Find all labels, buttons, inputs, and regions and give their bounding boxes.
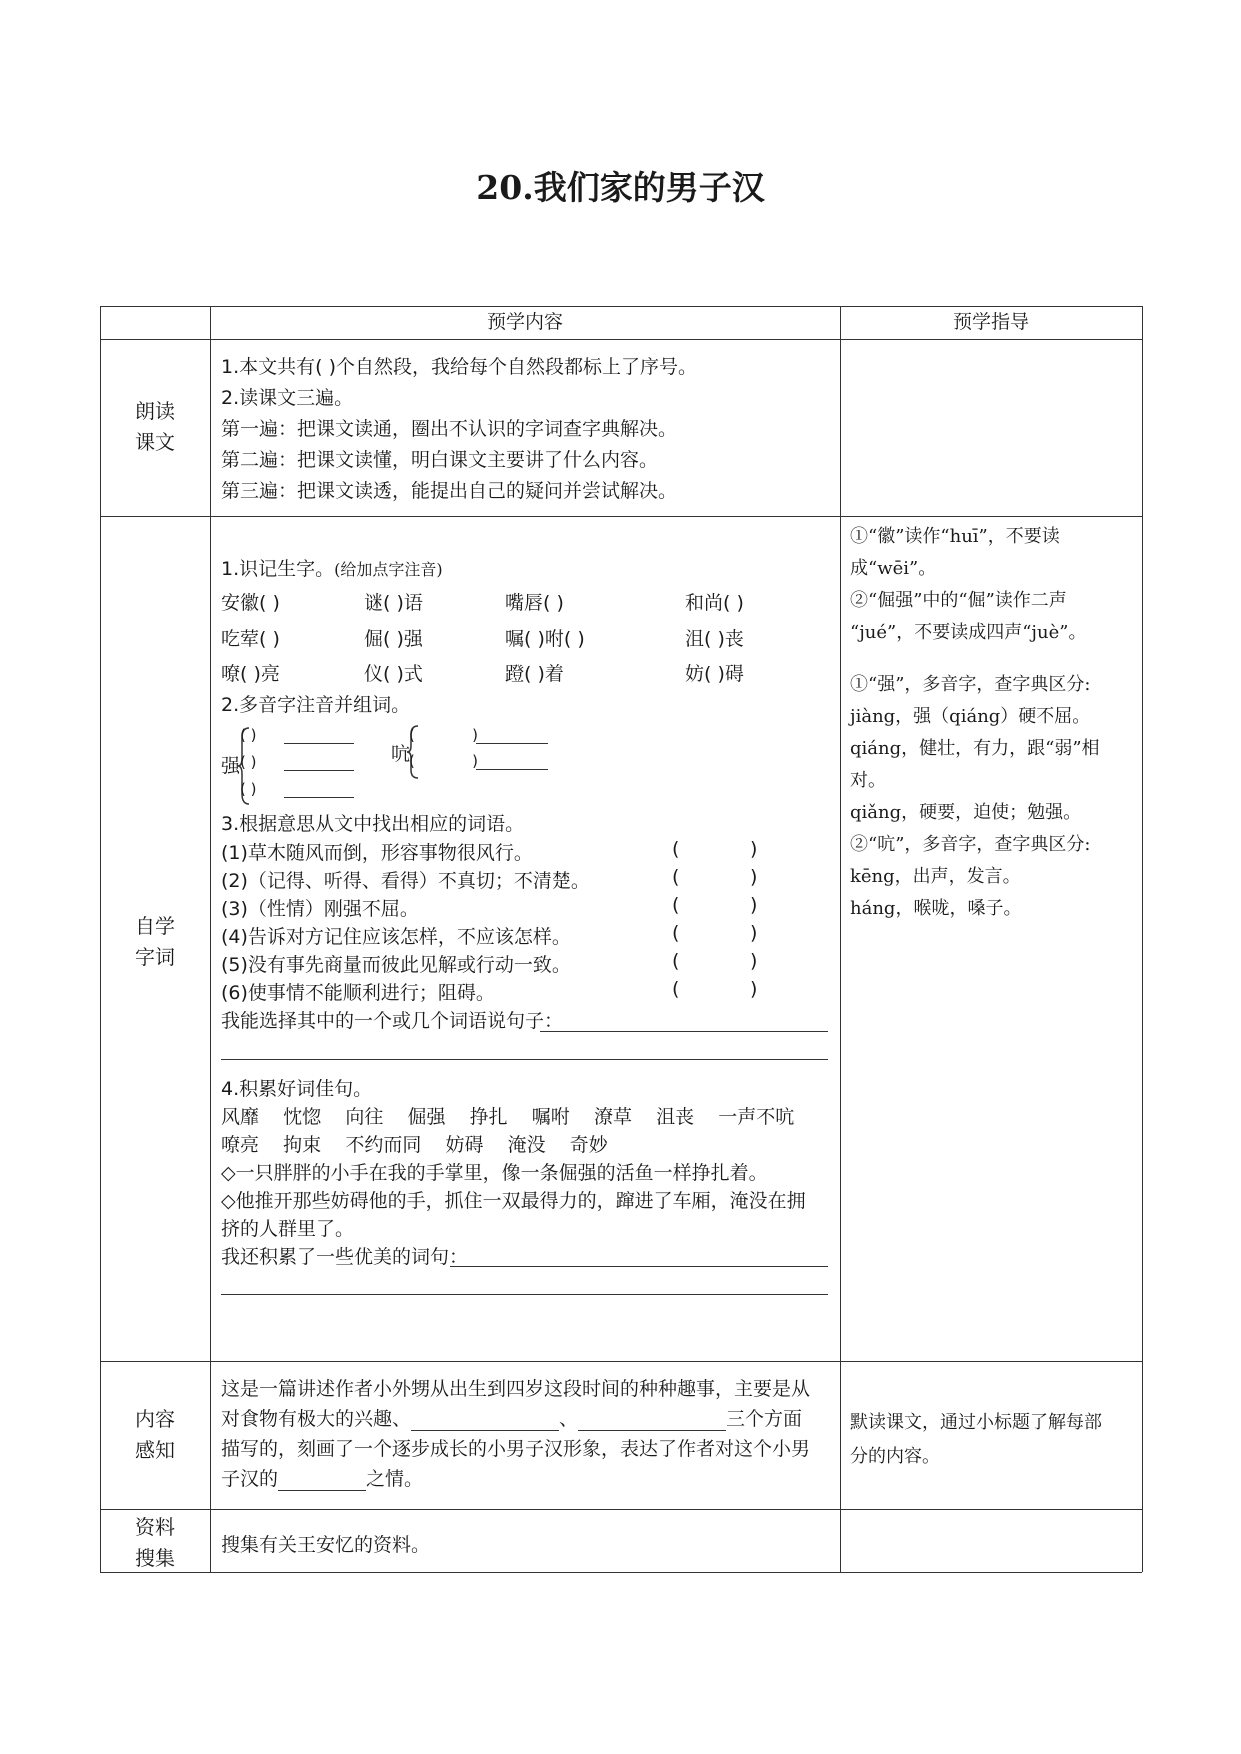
row-label-reading: 朗读 课文 xyxy=(135,399,175,454)
q1-item: 吃荤( ) xyxy=(221,628,280,650)
sentence-blank[interactable] xyxy=(540,1031,828,1032)
q3-item: (4)告诉对方记住应该怎样，不应该怎样。 xyxy=(221,926,571,948)
answer-blank[interactable] xyxy=(284,770,354,771)
q2-title: 2.多音字注音并组词。 xyxy=(221,694,411,716)
answer-blank[interactable] xyxy=(284,743,354,744)
polyphone-paren: ( ) xyxy=(409,726,478,744)
q4-words: 风靡 忱惚 向往 倔强 挣扎 嘱咐 潦草 沮丧 一声不吭 xyxy=(221,1106,795,1128)
q3-item: (2)（记得、听得、看得）不真切；不清楚。 xyxy=(221,870,590,892)
page-title: 20.我们家的男子汉 xyxy=(476,168,765,207)
answer-paren-close: ) xyxy=(750,838,758,860)
q3-item: (6)使事情不能顺利进行；阻碍。 xyxy=(221,982,495,1004)
reading-line: 第三遍：把课文读透，能提出自己的疑问并尝试解决。 xyxy=(221,480,678,502)
polyphone-paren: ( ) xyxy=(409,752,478,770)
q3-sentence-prompt: 我能选择其中的一个或几个词语说句子： xyxy=(221,1010,564,1032)
materials-text: 搜集有关王安忆的资料。 xyxy=(221,1534,431,1556)
row-label-vocab: 自学 字词 xyxy=(135,914,175,969)
q1-item: 嘴唇( ) xyxy=(505,592,564,614)
q1-item: 沮( )丧 xyxy=(685,628,744,650)
q1-item: 蹬( )着 xyxy=(505,663,564,685)
q1-item: 谜( )语 xyxy=(364,592,423,614)
reading-line: 1.本文共有( )个自然段，我给每个自然段都标上了序号。 xyxy=(221,356,697,378)
q1-item: 仪( )式 xyxy=(364,663,423,685)
answer-paren-close: ) xyxy=(750,978,758,1000)
reading-instructions xyxy=(221,352,831,507)
content-text: 子汉的 之情。 xyxy=(221,1468,424,1490)
content-blank[interactable] xyxy=(578,1408,726,1431)
reading-line: 第一遍：把课文读通，圈出不认识的字词查字典解决。 xyxy=(221,418,678,440)
content-guide: 默读课文，通过小标题了解每部 分的内容。 xyxy=(850,1412,1102,1467)
q1-item: 妨( )碍 xyxy=(685,663,744,685)
content-text: 对食物有极大的兴趣、 、 三个方面 xyxy=(221,1408,803,1430)
header-guide: 预学指导 xyxy=(952,311,1029,333)
answer-paren-close: ) xyxy=(750,866,758,888)
sentence-blank[interactable] xyxy=(221,1294,828,1295)
row-label-materials: 资料 搜集 xyxy=(135,1515,175,1570)
q3-title: 3.根据意思从文中找出相应的词语。 xyxy=(221,813,525,835)
sentence-blank[interactable] xyxy=(450,1266,828,1267)
answer-paren-open: ( xyxy=(672,894,680,916)
answer-blank[interactable] xyxy=(284,797,354,798)
q4-sentence: ◇他推开那些妨碍他的手，抓住一双最得力的，蹿进了车厢，淹没在拥 xyxy=(221,1190,806,1212)
q4-sentence: 挤的人群里了。 xyxy=(221,1218,355,1240)
content-text: 这是一篇讲述作者小外甥从出生到四岁这段时间的种种趣事，主要是从 xyxy=(221,1378,811,1400)
polyphone-paren: ( ) xyxy=(240,780,257,798)
answer-blank[interactable] xyxy=(476,743,548,744)
q1-item: 倔( )强 xyxy=(364,628,423,650)
sentence-blank[interactable] xyxy=(221,1059,828,1060)
q4-prompt: 我还积累了一些优美的词句： xyxy=(221,1246,469,1268)
answer-paren-close: ) xyxy=(750,922,758,944)
polyphone-char-hang: 吭 xyxy=(391,743,411,765)
answer-paren-close: ) xyxy=(750,950,758,972)
q1-item: 安徽( ) xyxy=(221,592,280,614)
q3-item: (5)没有事先商量而彼此见解或行动一致。 xyxy=(221,954,571,976)
content-blank[interactable] xyxy=(278,1468,366,1491)
polyphone-paren: ( ) xyxy=(240,753,257,771)
q4-sentence: ◇一只胖胖的小手在我的手掌里，像一条倔强的活鱼一样挣扎着。 xyxy=(221,1162,768,1184)
q3-item: (3)（性情）刚强不屈。 xyxy=(221,898,419,920)
header-content: 预学内容 xyxy=(486,311,563,333)
answer-paren-open: ( xyxy=(672,978,680,1000)
content-blank[interactable] xyxy=(411,1408,559,1431)
q4-words: 嘹亮 拘束 不约而同 妨碍 淹没 奇妙 xyxy=(221,1134,608,1156)
q1-item: 嘱( )咐( ) xyxy=(505,628,585,650)
q4-title: 4.积累好词佳句。 xyxy=(221,1078,373,1100)
q3-item: (1)草木随风而倒，形容事物很风行。 xyxy=(221,842,533,864)
polyphone-char-qiang: 强 xyxy=(221,755,241,777)
vocab-guide: ①“徽”读作“huī”，不要读 成“wēi”。 ②“倔强”中的“倔”读作二声 “jué”，不要读成四声“juè”。 ①“强”，多音字，查字典区分: jiàng，强（qiáng）硬不屈。 qiáng，健壮，有力，跟“弱”相 对。 qiǎng，硬要，迫使；勉强。 ②“吭”，多音字，查字典区分: kēng，出声，发言。 háng，喉咙，嗓子。 xyxy=(850,526,1100,919)
answer-paren-open: ( xyxy=(672,838,680,860)
reading-line: 2.读课文三遍。 xyxy=(221,387,354,409)
answer-paren-close: ) xyxy=(750,894,758,916)
polyphone-paren: ( ) xyxy=(240,726,257,744)
answer-paren-open: ( xyxy=(672,922,680,944)
q1-title: 1.识记生字。(给加点字注音) xyxy=(221,558,443,580)
answer-blank[interactable] xyxy=(476,769,548,770)
q1-item: 嘹( )亮 xyxy=(221,663,280,685)
row-label-content: 内容 感知 xyxy=(135,1407,175,1462)
answer-paren-open: ( xyxy=(672,950,680,972)
answer-paren-open: ( xyxy=(672,866,680,888)
reading-line: 第二遍：把课文读懂，明白课文主要讲了什么内容。 xyxy=(221,449,659,471)
content-text: 描写的，刻画了一个逐步成长的小男子汉形象，表达了作者对这个小男 xyxy=(221,1438,811,1460)
q1-item: 和尚( ) xyxy=(685,592,744,614)
